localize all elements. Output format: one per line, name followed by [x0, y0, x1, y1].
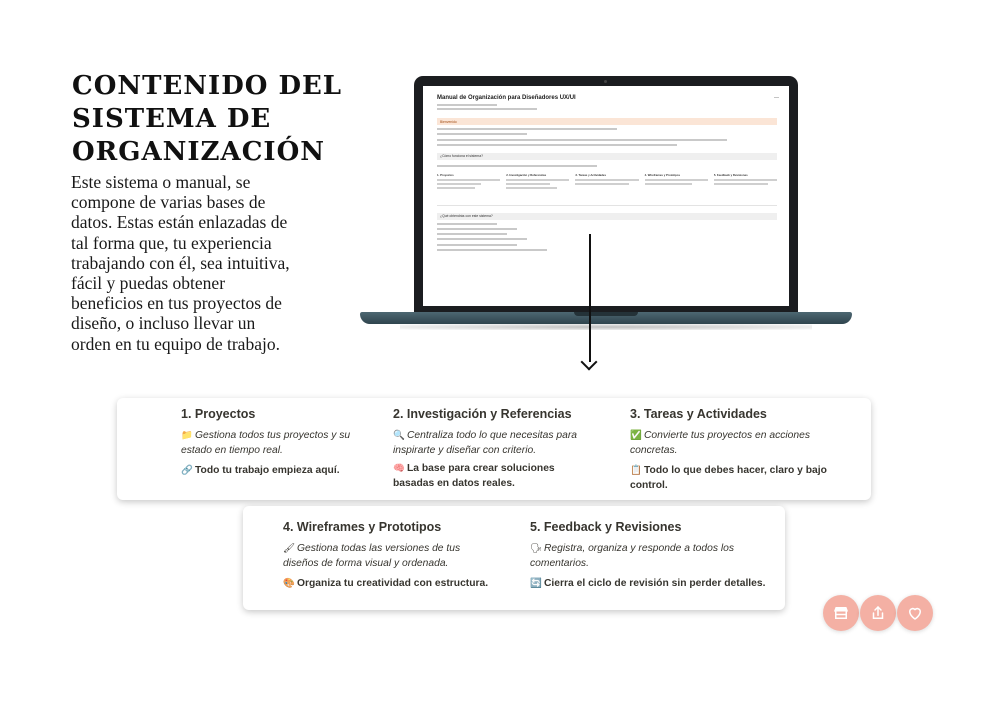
screen-text-lines [437, 128, 777, 146]
screen-subtitle-lines [437, 104, 777, 110]
feature-description [393, 428, 593, 458]
feature-note-text: Todo tu trabajo empieza aquí. [195, 465, 340, 476]
feature-note [283, 576, 493, 591]
screen-minimize-icon: — [774, 95, 779, 101]
feature-description [283, 541, 493, 571]
screen-column-heading: 3. Tareas y Actividades [575, 172, 607, 177]
folder-icon: 📁 [181, 430, 193, 441]
feature-card-top [117, 398, 871, 500]
feature-note-text: Cierra el ciclo de revisión sin perder detalles. [544, 578, 766, 589]
down-arrow-line [589, 234, 591, 362]
link-icon: 🔗 [181, 465, 193, 476]
feature-title: 2. Investigación y Referencias [393, 407, 572, 421]
feature-description-text: Gestiona todas las versiones de tus diseños de forma visual y ordenada. [283, 543, 461, 569]
heart-icon [906, 604, 924, 622]
feature-note-text: La base para crear soluciones basadas en datos reales. [393, 463, 555, 489]
palette-icon: 🎨 [283, 578, 295, 589]
screen-column-heading: 4. Wireframes y Prototipos [644, 172, 681, 177]
store-button[interactable] [823, 595, 859, 631]
repeat-icon: 🔄 [530, 578, 542, 589]
laptop-mockup [360, 76, 852, 338]
feature-note-text: Organiza tu creatividad con estructura. [297, 578, 489, 589]
feature-item-wireframes [283, 520, 493, 591]
page-title-line: ORGANIZACIÓN [72, 137, 325, 167]
feature-description [530, 541, 740, 571]
laptop-notch [574, 312, 638, 316]
feature-description-text: Convierte tus proyectos en acciones concretas. [630, 430, 810, 456]
feature-item-tareas [630, 407, 860, 493]
feature-title: 5. Feedback y Revisiones [530, 520, 682, 534]
page-title-line: CONTENIDO DEL [72, 71, 343, 101]
feature-item-feedback [530, 520, 770, 591]
page-title [72, 70, 362, 169]
feature-description-text: Gestiona todos tus proyectos y su estado en tiempo real. [181, 430, 351, 456]
clipboard-icon: 📋 [630, 465, 642, 476]
feature-title: 4. Wireframes y Prototipos [283, 520, 442, 534]
share-button[interactable] [860, 595, 896, 631]
down-arrow-icon [581, 354, 598, 371]
screen-column-heading: 2. Investigación y Referencias [506, 172, 547, 177]
feature-description-text: Registra, organiza y responde a todos los comentarios. [530, 543, 735, 569]
screen-columns [437, 173, 777, 189]
brush-icon: 🖌 [283, 543, 296, 554]
speaking-head-icon: 🗣 [530, 543, 543, 554]
laptop-shadow [400, 324, 812, 330]
feature-note [630, 463, 860, 493]
store-icon [832, 604, 850, 622]
webcam-dot [604, 80, 607, 83]
screen-welcome-banner: Bienvenido [437, 118, 777, 125]
feature-item-proyectos [181, 407, 381, 478]
screen-benefit-lines [437, 223, 777, 251]
feature-item-investigacion [393, 407, 593, 491]
feature-card-bottom [243, 506, 785, 610]
feature-description-text: Centraliza todo lo que necesitas para inspirarte y diseñar con criterio. [393, 430, 578, 456]
screen-column-heading: 1. Proyectos [437, 172, 454, 177]
magnifier-icon: 🔍 [393, 430, 405, 441]
check-icon: ✅ [630, 430, 642, 441]
screen-column-heading: 5. Feedback y Revisiones [713, 172, 748, 177]
feature-note [393, 461, 593, 491]
page-title-line: SISTEMA DE [72, 104, 272, 134]
screen-section-benefits: ¿Qué obtendrás con este sistema? [437, 213, 777, 220]
feature-description [630, 428, 860, 458]
feature-note [530, 576, 770, 591]
screen-section-how: ¿Cómo funciona el sistema? [437, 153, 777, 160]
feature-note [181, 463, 381, 478]
brain-icon: 🧠 [393, 463, 405, 474]
laptop-lid [414, 76, 798, 314]
share-icon [869, 604, 887, 622]
feature-description [181, 428, 381, 458]
laptop-screen [423, 86, 789, 306]
feature-title: 3. Tareas y Actividades [630, 407, 767, 421]
intro-paragraph: Este sistema o manual, se compone de varias bases de datos. Estas están enlazadas de tal forma que, tu experiencia trabajando con él, sea intuitiva, fácil y puedas obtener beneficios en tus proyectos de diseño, o incluso llevar un orden en tu equipo de trabajo. [71, 172, 290, 354]
feature-note-text: Todo lo que debes hacer, claro y bajo control. [630, 465, 827, 491]
feature-title: 1. Proyectos [181, 407, 256, 421]
favorite-button[interactable] [897, 595, 933, 631]
screen-title: Manual de Organización para Diseñadores UX/UI [437, 95, 576, 101]
